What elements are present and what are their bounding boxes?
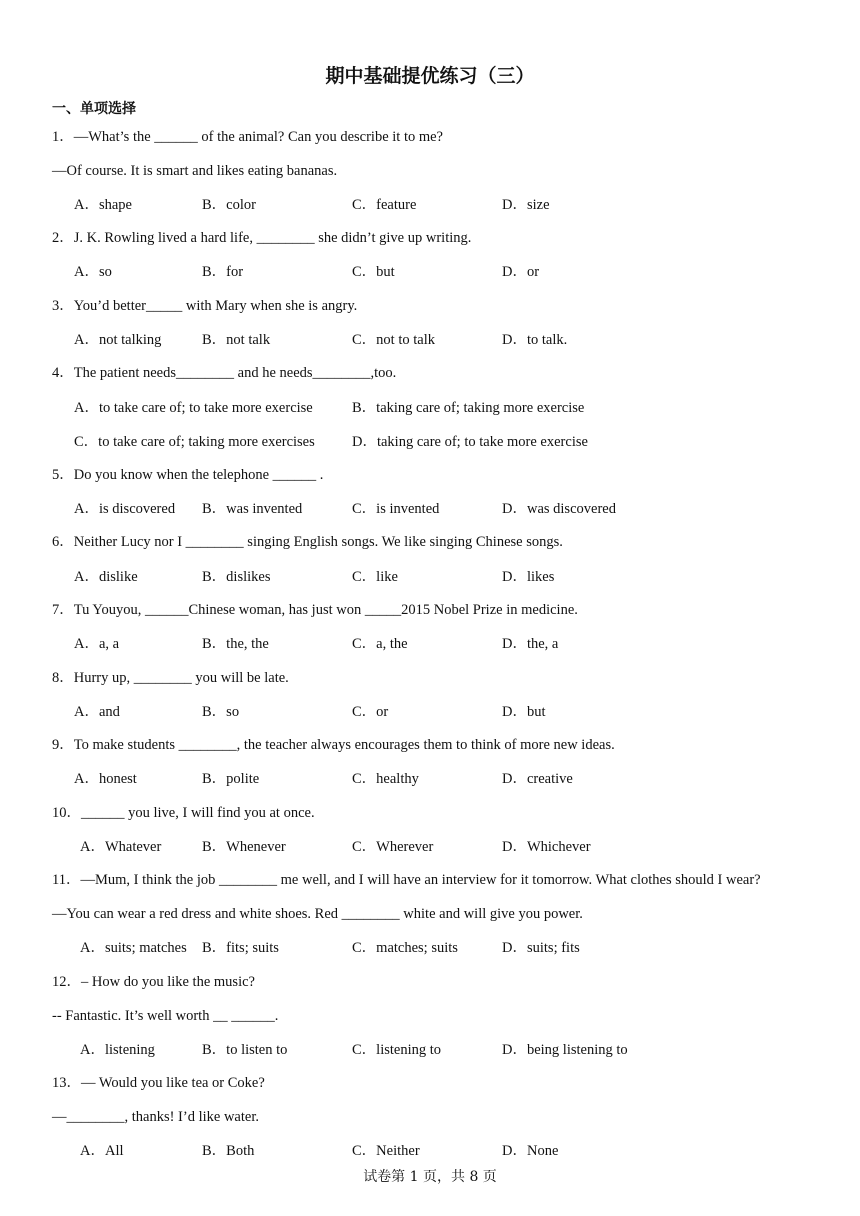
option-b[interactable]: B．color	[202, 197, 256, 213]
option-a[interactable]: A．suits; matches	[80, 940, 187, 956]
section-heading: 一、单项选择	[52, 101, 136, 117]
option-b[interactable]: B．for	[202, 264, 244, 280]
option-c[interactable]: C．or	[352, 704, 389, 720]
option-b[interactable]: B．fits; suits	[202, 940, 279, 956]
option-a[interactable]: A．to take care of; to take more exercise	[74, 400, 313, 416]
option-c[interactable]: C．healthy	[352, 771, 419, 787]
page-title: 期中基础提优练习（三）	[325, 65, 535, 87]
option-b[interactable]: B．was invented	[202, 501, 303, 517]
question-10-options	[0, 837, 860, 857]
option-c[interactable]: C．is invented	[352, 501, 440, 517]
question-9-stem: 9．To make students ________, the teacher always encourages them to think of more new ideas.	[52, 737, 615, 753]
question-11-reply: —You can wear a red dress and white shoes. Red ________ white and will give you power.	[52, 906, 583, 922]
option-a[interactable]: A．not talking	[74, 332, 162, 348]
option-c[interactable]: C．not to talk	[352, 332, 435, 348]
question-5-options	[0, 499, 860, 519]
option-b[interactable]: B．so	[202, 704, 240, 720]
option-a[interactable]: A．a, a	[74, 636, 120, 652]
option-d[interactable]: D．was discovered	[502, 501, 616, 517]
option-d[interactable]: D．to talk.	[502, 332, 568, 348]
question-3-stem: 3．You’d better_____ with Mary when she is angry.	[52, 298, 358, 314]
question-8-options	[0, 702, 860, 722]
option-b[interactable]: B．not talk	[202, 332, 271, 348]
option-d[interactable]: D．creative	[502, 771, 573, 787]
option-d[interactable]: D．but	[502, 704, 546, 720]
option-c[interactable]: C．Wherever	[352, 839, 434, 855]
option-c[interactable]: C．a, the	[352, 636, 408, 652]
question-12-reply: -- Fantastic. It’s well worth __ ______.	[52, 1008, 279, 1024]
option-b[interactable]: B．taking care of; taking more exercise	[352, 400, 585, 416]
option-d[interactable]: D．None	[502, 1143, 559, 1159]
question-4-stem: 4．The patient needs________ and he needs________,too.	[52, 365, 397, 381]
option-b[interactable]: B．Both	[202, 1143, 255, 1159]
option-d[interactable]: D．likes	[502, 569, 555, 585]
option-a[interactable]: A．listening	[80, 1042, 155, 1058]
question-11-options	[0, 938, 860, 958]
option-c[interactable]: C．like	[352, 569, 398, 585]
question-10-stem: 10．______ you live, I will find you at once.	[52, 805, 315, 821]
option-a[interactable]: A．dislike	[74, 569, 138, 585]
question-3-options	[0, 330, 860, 350]
option-c[interactable]: C．feature	[352, 197, 417, 213]
question-7-options	[0, 634, 860, 654]
question-13-options	[0, 1141, 860, 1161]
question-11-stem: 11．—Mum, I think the job ________ me well, and I will have an interview for it tomorrow. What clothes should I wear?	[52, 872, 761, 888]
question-2-stem: 2．J. K. Rowling lived a hard life, ________ she didn’t give up writing.	[52, 230, 472, 246]
question-6-stem: 6．Neither Lucy nor I ________ singing English songs. We like singing Chinese songs.	[52, 534, 563, 550]
option-c[interactable]: C．listening to	[352, 1042, 442, 1058]
option-b[interactable]: B．the, the	[202, 636, 269, 652]
option-a[interactable]: A．is discovered	[74, 501, 176, 517]
option-c[interactable]: C．to take care of; taking more exercises	[74, 434, 315, 450]
question-4-options-row2	[0, 432, 860, 452]
option-d[interactable]: D．taking care of; to take more exercise	[352, 434, 588, 450]
option-d[interactable]: D．the, a	[502, 636, 559, 652]
question-12-options	[0, 1040, 860, 1060]
option-b[interactable]: B．dislikes	[202, 569, 271, 585]
option-d[interactable]: D．suits; fits	[502, 940, 580, 956]
question-5-stem: 5．Do you know when the telephone ______ .	[52, 467, 324, 483]
option-a[interactable]: A．honest	[74, 771, 137, 787]
question-12-stem: 12．– How do you like the music?	[52, 974, 255, 990]
option-c[interactable]: C．Neither	[352, 1143, 420, 1159]
question-6-options	[0, 567, 860, 587]
option-a[interactable]: A．and	[74, 704, 120, 720]
option-d[interactable]: D．or	[502, 264, 540, 280]
option-a[interactable]: A．so	[74, 264, 112, 280]
option-d[interactable]: D．size	[502, 197, 550, 213]
page-footer: 试卷第 1 页，共 8 页	[363, 1169, 497, 1185]
question-8-stem: 8．Hurry up, ________ you will be late.	[52, 670, 289, 686]
question-13-stem: 13．— Would you like tea or Coke?	[52, 1075, 265, 1091]
option-d[interactable]: D．being listening to	[502, 1042, 628, 1058]
option-a[interactable]: A．Whatever	[80, 839, 162, 855]
question-2-options	[0, 262, 860, 282]
option-c[interactable]: C．matches; suits	[352, 940, 458, 956]
question-1-stem: 1．—What’s the ______ of the animal? Can you describe it to me?	[52, 129, 443, 145]
option-a[interactable]: A．shape	[74, 197, 132, 213]
option-c[interactable]: C．but	[352, 264, 395, 280]
question-7-stem: 7．Tu Youyou, ______Chinese woman, has just won _____2015 Nobel Prize in medicine.	[52, 602, 578, 618]
question-13-reply: —________, thanks! I’d like water.	[52, 1109, 259, 1125]
question-4-options-row1	[0, 398, 860, 418]
option-d[interactable]: D．Whichever	[502, 839, 591, 855]
question-1-options	[0, 195, 860, 215]
option-b[interactable]: B．to listen to	[202, 1042, 288, 1058]
option-a[interactable]: A．All	[80, 1143, 124, 1159]
option-b[interactable]: B．Whenever	[202, 839, 286, 855]
option-b[interactable]: B．polite	[202, 771, 260, 787]
question-1-reply: —Of course. It is smart and likes eating bananas.	[52, 163, 338, 179]
question-9-options	[0, 769, 860, 789]
